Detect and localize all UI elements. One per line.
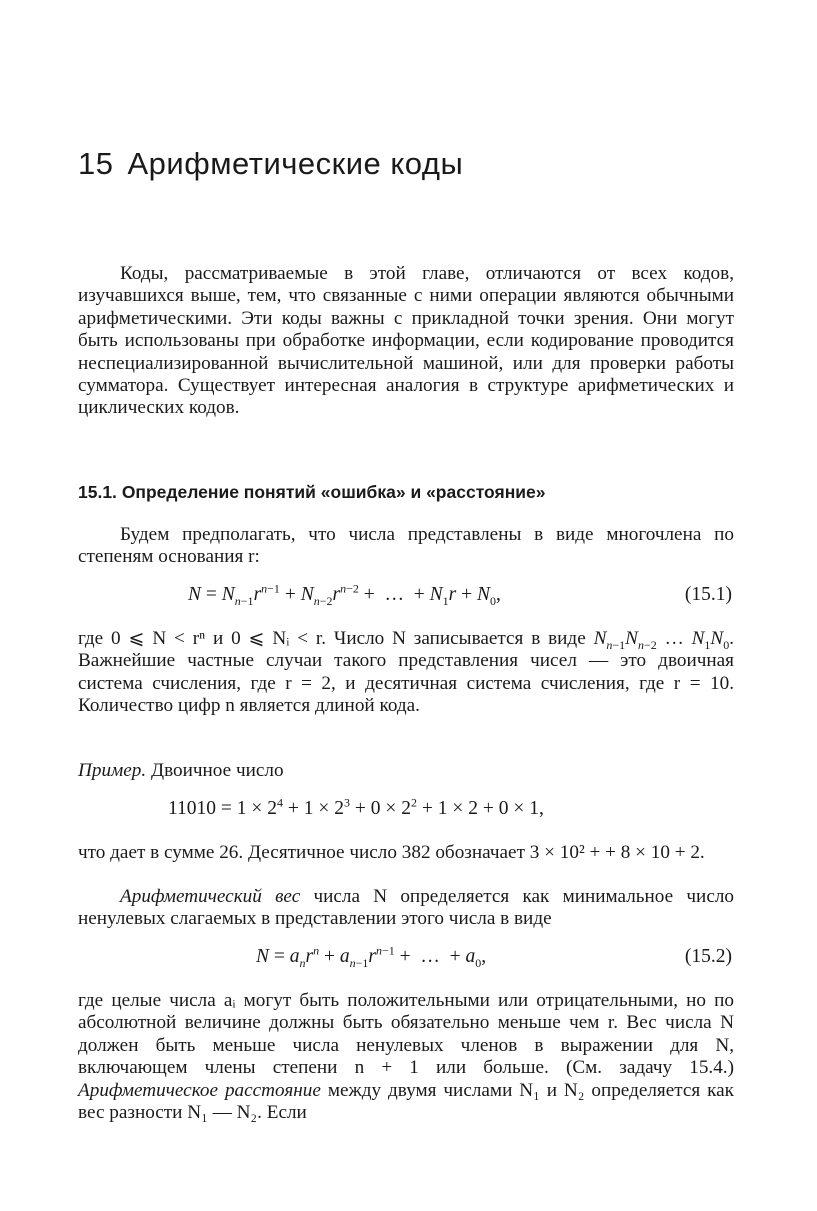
section-number: 15.1. xyxy=(78,482,117,502)
intro-paragraph: Коды, рассматриваемые в этой главе, отличаются от всех кодов, изучавшихся выше, тем, что связанные с ними операции являются обычными арифметическими. Эти коды важны с прикладной точки зрения. Они могут быть использованы при обработке информации, если кодирование проводится неспециализированной вычислительной машиной, или для проверки работы сумматора. Существует интересная аналогия в структуре арифметических и циклических кодов. xyxy=(78,263,734,419)
paragraph-4: Арифметический вес числа N определяется как минимальное число ненулевых слагаемых в представлении этого числа в виде xyxy=(78,886,734,930)
chapter-title-text: Арифметические коды xyxy=(127,146,464,181)
section-title xyxy=(78,482,546,503)
example-paragraph: Пример. Двоичное число xyxy=(78,760,284,781)
equation-binary-expression: $11010 = 1 \times 2^4 + 1 \times 2^3 + 0 \times 2^2 + 1 \times 2 + 0 \times 1$, xyxy=(168,795,544,819)
equation-15-1-expression: $N = N_{n-1}r^{n-1} + N_{n-2}r^{n-2}$ + … + $N_1r + N_0$, xyxy=(188,581,501,608)
equation-15-1-number: (15.1) xyxy=(684,584,732,605)
equation-15-1 xyxy=(78,581,734,610)
section-title-text: Определение понятий «ошибка» и «расстояние» xyxy=(121,482,546,502)
paragraph-2: где 0 ⩽ N < rⁿ и 0 ⩽ Nᵢ < r. Число N записывается в виде $N_{n-1}N_{n-2}$ … $N_1N_0$. Важнейшие частные случаи такого представления чисел — это двоичная система счисления, где r = 2, и десятичная система счисления, где r = 10. Количество цифр n является длиной кода. xyxy=(78,628,735,717)
example-label: Пример. xyxy=(78,760,147,781)
paragraph-3: что дает в сумме 26. Десятичное число 382 обозначает 3 × 10² + + 8 × 10 + 2. xyxy=(78,842,705,863)
equation-15-2-expression: $N = a_nr^n + a_{n-1}r^{n-1}$ + … + $a_0$, xyxy=(256,943,487,970)
chapter-title xyxy=(78,146,463,182)
equation-15-2 xyxy=(78,943,734,972)
paragraph-5: где целые числа aᵢ могут быть положительными или отрицательными, но по абсолютной величине должны быть обязательно меньше чем r. Вес числа N должен быть меньше числа ненулевых членов в выражении для N, включающем члены степени n + 1 или больше. (См. задачу 15.4.) Арифметическое расстояние между двумя числами N₁ и N₂ определяется как вес разности N₁ — N₂. Если xyxy=(78,990,734,1124)
equation-15-2-number: (15.2) xyxy=(684,946,732,967)
paragraph-1: Будем предполагать, что числа представлены в виде многочлена по степеням основания r: xyxy=(78,524,734,568)
term-arithmetic-distance: Арифметическое расстояние xyxy=(78,1079,321,1101)
term-arithmetic-weight: Арифметический вес xyxy=(120,886,301,907)
equation-binary xyxy=(78,795,734,824)
chapter-number: 15 xyxy=(78,146,114,181)
